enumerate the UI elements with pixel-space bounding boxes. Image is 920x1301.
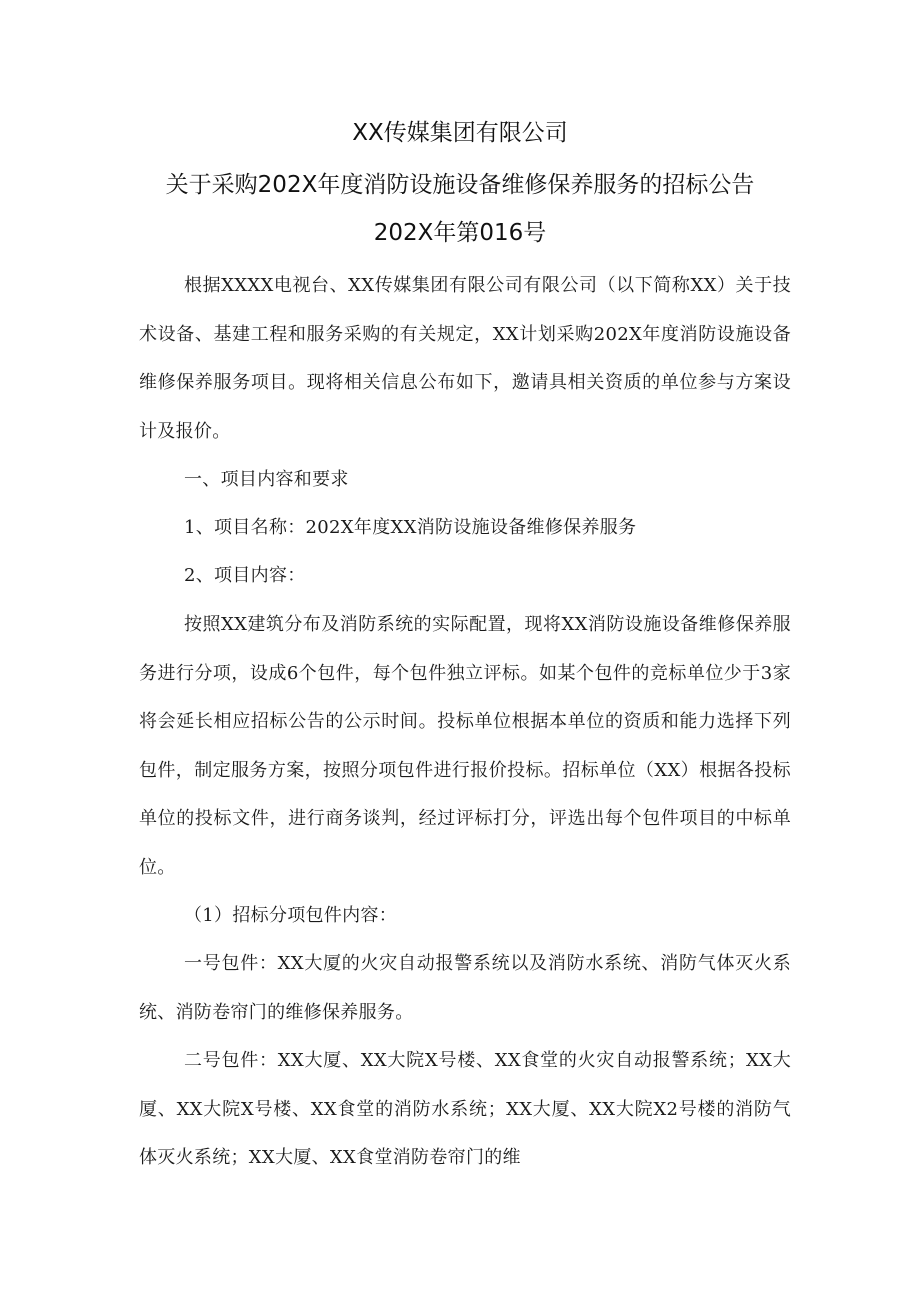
section-heading-project-content: 一、项目内容和要求: [184, 469, 349, 490]
announcement-title: 关于采购202X年度消防设施设备维修保养服务的招标公告: [165, 172, 755, 198]
intro-paragraph: 根据XXXX电视台、XX传媒集团有限公司有限公司（以下简称XX）关于技术设备、基建工程和服务采购的有关规定，XX计划采购202X年度消防设施设备维修保养服务项目。现将相关信息公布如下，邀请具相关资质的单位参与方案设计及报价。: [139, 275, 791, 442]
project-name-item: 1、项目名称：202X年度XX消防设施设备维修保养服务: [184, 517, 637, 538]
package-subsection-heading: （1）招标分项包件内容：: [184, 905, 398, 926]
project-content-paragraph: 按照XX建筑分布及消防系统的实际配置，现将XX消防设施设备维修保养服务进行分项，设成6个包件，每个包件独立评标。如某个包件的竞标单位少于3家将会延长相应招标公告的公示时间。投标单位根据本单位的资质和能力选择下列包件，制定服务方案，按照分项包件进行报价投标。招标单位（XX）根据各投标单位的投标文件，进行商务谈判，经过评标打分，评选出每个包件项目的中标单位。: [139, 614, 791, 878]
document-number: 202X年第016号: [373, 220, 547, 246]
package-one-paragraph: 一号包件：XX大厦的火灾自动报警系统以及消防水系统、消防气体灭火系统、消防卷帘门的维修保养服务。: [139, 953, 791, 1023]
project-content-item: 2、项目内容：: [184, 565, 306, 586]
company-title: XX传媒集团有限公司: [352, 120, 568, 146]
package-two-paragraph: 二号包件：XX大厦、XX大院X号楼、XX食堂的火灾自动报警系统；XX大厦、XX大院X号楼、XX食堂的消防水系统；XX大厦、XX大院X2号楼的消防气体灭火系统；XX大厦、XX食堂消防卷帘门的维: [139, 1050, 791, 1168]
